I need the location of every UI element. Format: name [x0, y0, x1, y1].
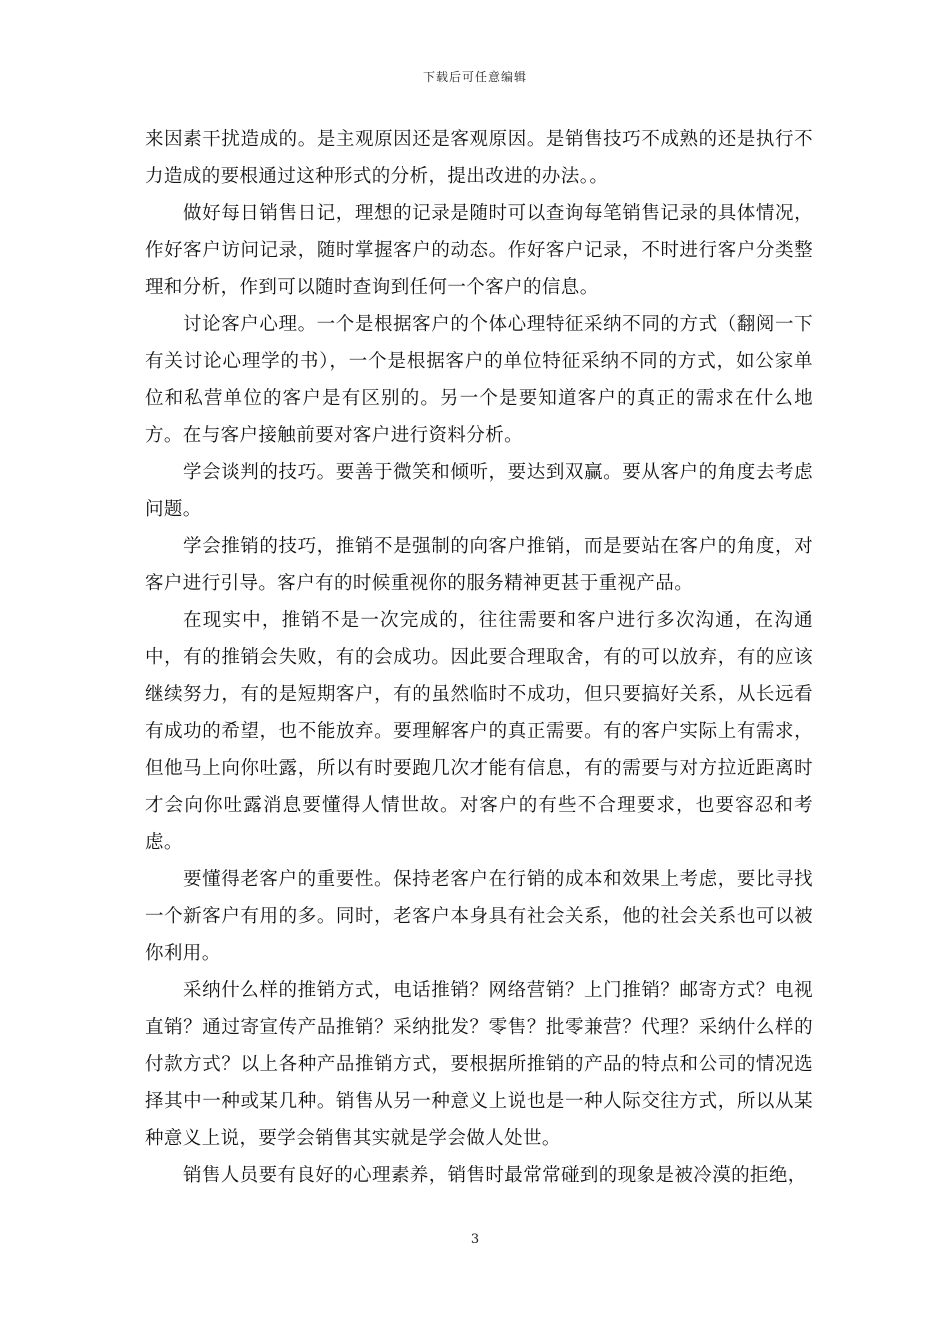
paragraph-mental-quality: 销售人员要有良好的心理素养，销售时最常常碰到的现象是被冷漠的拒绝， — [183, 1165, 807, 1186]
paragraph-continuation: 来因素干扰造成的。是主观原因还是客观原因。是销售技巧不成熟的还是执行不力造成的要根通过这种形式的分析，提出改进的办法。。 — [145, 129, 813, 187]
paragraph-sales-diary: 做好每日销售日记，理想的记录是随时可以查询每笔销售记录的具体情况，作好客户访问记录，随时掌握客户的动态。作好客户记录，不时进行客户分类整理和分析，作到可以随时查询到任何一个客户的信息。 — [145, 203, 813, 298]
page-header: 下载后可任意编辑 — [422, 70, 527, 84]
page-number: 3 — [470, 1232, 480, 1247]
paragraph-sales-methods: 采纳什么样的推销方式，电话推销？网络营销？上门推销？邮寄方式？电视直销？通过寄宣传产品推销？采纳批发？零售？批零兼营？代理？采纳什么样的付款方式？以上各种产品推销方式，要根据所推销的产品的特点和公司的情况选择其中一种或某几种。销售从另一种意义上说也是一种人际交往方式，所以从某种意义上说，要学会销售其实就是学会做人处世。 — [145, 980, 813, 1149]
paragraph-old-customers: 要懂得老客户的重要性。保持老客户在行销的成本和效果上考虑，要比寻找一个新客户有用的多。同时，老客户本身具有社会关系，他的社会关系也可以被你利用。 — [145, 869, 813, 964]
paragraph-negotiation: 学会谈判的技巧。要善于微笑和倾听，要达到双赢。要从客户的角度去考虑问题。 — [145, 462, 813, 520]
paragraph-promotion-skills: 学会推销的技巧，推销不是强制的向客户推销，而是要站在客户的角度，对客户进行引导。客户有的时候重视你的服务精神更甚于重视产品。 — [145, 536, 813, 594]
paragraph-customer-psychology: 讨论客户心理。一个是根据客户的个体心理特征采纳不同的方式（翻阅一下有关讨论心理学的书），一个是根据客户的单位特征采纳不同的方式，如公家单位和私营单位的客户是有区别的。另一个是要知道客户的真正的需求在什么地方。在与客户接触前要对客户进行资料分析。 — [145, 314, 813, 446]
document-body — [145, 121, 813, 1194]
paragraph-reality: 在现实中，推销不是一次完成的，往往需要和客户进行多次沟通，在沟通中，有的推销会失败，有的会成功。因此要合理取舍，有的可以放弃，有的应该继续努力，有的是短期客户，有的虽然临时不成功，但只要搞好关系，从长远看有成功的希望，也不能放弃。要理解客户的真正需要。有的客户实际上有需求，但他马上向你吐露，所以有时要跑几次才能有信息，有的需要与对方拉近距离时才会向你吐露消息要懂得人情世故。对客户的有些不合理要求，也要容忍和考虑。 — [145, 610, 813, 853]
